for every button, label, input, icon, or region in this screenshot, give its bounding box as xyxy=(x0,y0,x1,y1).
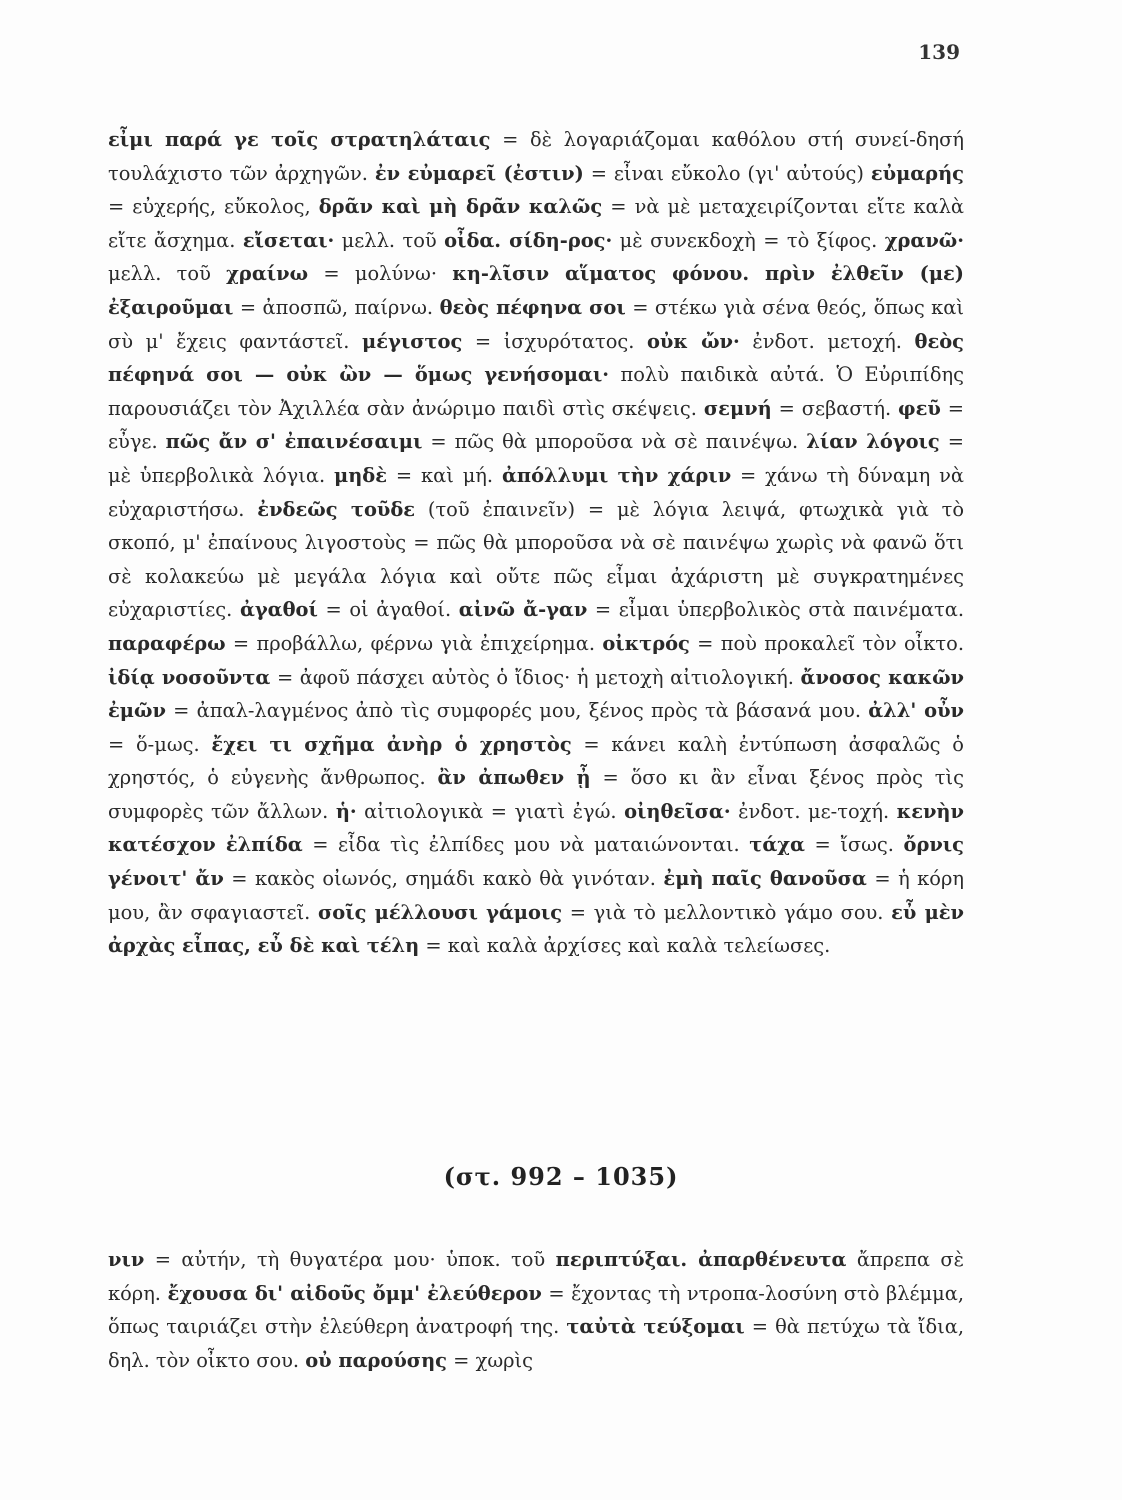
gloss-text: αἰτιολογικὰ = γιατὶ ἐγώ. xyxy=(356,799,625,823)
verse-range-heading: (στ. 992 – 1035) xyxy=(443,1162,679,1191)
lemma-term: περιπτύξαι. ἀπαρθένευτα xyxy=(555,1248,847,1271)
lemma-term: ταὐτὰ τεύξομαι xyxy=(566,1315,745,1339)
lemma-term: οἰκτρός xyxy=(602,631,690,655)
gloss-text: = θὰ πετύχω τὰ ἴδια, δηλ. τὸν οἶκτο σου. xyxy=(108,1315,964,1372)
lemma-term: ὄρνις γένοιτ' ἄν xyxy=(108,833,964,891)
lemma-term: ἀπόλλυμι τὴν χάριν xyxy=(501,463,732,487)
lemma-term: ἐν εὐμαρεῖ (ἐστιν) xyxy=(374,161,584,185)
gloss-text: = σεβαστή. xyxy=(771,396,899,420)
gloss-text: = εἶδα τὶς ἐλπίδες μου νὰ ματαιώνονται. xyxy=(302,833,750,857)
gloss-text: ἄπρεπα σὲ κόρη. xyxy=(108,1248,965,1305)
lemma-term: ἂν ἀπωθεν ᾖ xyxy=(437,766,591,790)
gloss-text: = εἶναι εὔκολο (γι' αὐτούς) xyxy=(583,161,871,185)
gloss-text: μελλ. τοῦ xyxy=(334,228,445,252)
gloss-text: = προβάλλω, φέρνω γιὰ ἐπιχείρημα. xyxy=(225,631,603,655)
gloss-text: = δὲ λογαριάζομαι καθόλου στή συνεί-δησή τουλάχιστο τῶν ἀρχηγῶν. xyxy=(108,128,965,185)
gloss-text: = οἱ ἀγαθοί. xyxy=(317,598,459,622)
gloss-text: = καὶ μή. xyxy=(387,463,502,487)
lemma-term: σοῖς μέλλουσι γάμοις xyxy=(317,900,563,924)
commentary-passage-top xyxy=(108,123,964,963)
gloss-text: = νὰ μὲ μεταχειρίζονται εἴτε καλὰ εἴτε ἄσχημα. xyxy=(108,195,965,252)
gloss-text: = αὐτήν, τὴ θυγατέρα μου· ὑποκ. τοῦ xyxy=(144,1248,556,1271)
gloss-text: = μολύνω· xyxy=(308,262,453,286)
lemma-term: ἔχουσα δι' αἰδοῦς ὄμμ' ἐλεύθερον xyxy=(167,1281,542,1305)
lemma-term: ἐμὴ παῖς θανοῦσα xyxy=(663,867,867,891)
lemma-term: μέγιστος xyxy=(362,329,463,353)
gloss-text: μελλ. τοῦ xyxy=(108,262,227,286)
lemma-term: ἡ· xyxy=(335,799,357,823)
gloss-text: = ὅσο κι ἂν εἶναι ξένος πρὸς τὶς συμφορὲς τῶν ἄλλων. xyxy=(108,766,964,823)
lemma-term: οἶδα. σίδη-ρος· xyxy=(444,228,613,252)
lemma-term: ἐνδεῶς τοῦδε xyxy=(257,497,416,521)
lemma-term: εὐμαρής xyxy=(870,161,964,185)
lemma-term: αἰνῶ ἄ-γαν xyxy=(458,598,588,622)
commentary-paragraph xyxy=(108,1243,964,1377)
gloss-text: = ὅ-μως. xyxy=(108,732,212,756)
lemma-term: πῶς ἄν σ' ἐπαινέσαιμι xyxy=(165,430,423,454)
gloss-text: = κακὸς οἰωνός, σημάδι κακὸ θὰ γινόταν. xyxy=(223,867,664,891)
lemma-term: κη-λῖσιν αἵματος φόνου. πρὶν ἐλθεῖν (με) ἐξαιροῦμαι xyxy=(108,262,964,319)
lemma-term: οὐκ ὤν· xyxy=(646,329,740,353)
lemma-term: λίαν λόγοις xyxy=(806,430,940,454)
lemma-term: χρανῶ· xyxy=(884,228,964,252)
lemma-term: οὐ παρούσης xyxy=(305,1348,447,1372)
gloss-text: ἐνδοτ. με-τοχή. xyxy=(730,799,897,823)
lemma-term: μηδὲ xyxy=(334,463,388,487)
gloss-text: πολὺ παιδικὰ αὐτά. Ὁ Εὐριπίδης παρουσιάζει τὸν Ἀχιλλέα σὰν ἀνώριμο παιδὶ στὶς σκέψεις. xyxy=(108,363,964,420)
gloss-text: ἐνδοτ. μετοχή. xyxy=(739,329,915,353)
commentary-paragraph xyxy=(108,123,964,963)
gloss-text: = εὖγε. xyxy=(108,396,964,454)
lemma-term: φεῦ xyxy=(898,396,941,420)
gloss-text: = ἰσχυρότατος. xyxy=(462,329,647,353)
gloss-text: μὲ συνεκδοχὴ = τὸ ξίφος. xyxy=(612,228,885,252)
lemma-term: χραίνω xyxy=(226,262,309,286)
gloss-text: = χωρὶς xyxy=(447,1348,533,1372)
lemma-term: ἀλλ' οὖν xyxy=(868,699,964,723)
lemma-term: νιν xyxy=(108,1248,145,1271)
gloss-text: = κάνει καλὴ ἐντύπωση ἀσφαλῶς ὁ χρηστός, ὁ εὐγενὴς ἄνθρωπος. xyxy=(108,732,964,790)
lemma-term: σεμνή xyxy=(703,396,772,420)
lemma-term: ἰδίᾳ νοσοῦντα xyxy=(108,665,271,689)
gloss-text: = ποὺ προκαλεῖ τὸν οἶκτο. xyxy=(689,631,964,655)
gloss-text: = ἀποσπῶ, παίρνω. xyxy=(233,295,440,319)
gloss-text: = ἴσως. xyxy=(804,833,904,857)
gloss-text: = ἀπαλ-λαγμένος ἀπὸ τὶς συμφορές μου, ξένος πρὸς τὰ βάσανά μου. xyxy=(165,699,869,723)
lemma-term: δρᾶν καὶ μὴ δρᾶν καλῶς xyxy=(318,195,603,219)
lemma-term: θεὸς πέφηνα σοι xyxy=(439,295,626,319)
lemma-term: εἶμι παρά γε τοῖς στρατηλάταις xyxy=(108,128,491,151)
page-number: 139 xyxy=(918,40,960,64)
gloss-text: = γιὰ τὸ μελλοντικὸ γάμο σου. xyxy=(562,900,892,924)
gloss-text: = ἔχοντας τὴ ντροπα-λοσύνη στὸ βλέμμα, ὅπως ταιριάζει στὴν ἐλεύθερη ἀνατροφή της. xyxy=(108,1281,964,1339)
gloss-text: (τοῦ ἐπαινεῖν) = μὲ λόγια λειψά, φτωχικὰ γιὰ τὸ σκοπό, μ' ἐπαίνους λιγοστοὺς = πῶς θὰ μποροῦσα νὰ σὲ παινέψω χωρὶς νὰ φανῶ ὅτι σὲ κολακεύω μὲ μεγάλα λόγια καὶ οὔτε πῶς εἶμαι ἀχάριστη μὲ συγκρατημένες εὐχαριστίες. xyxy=(108,497,965,622)
gloss-text: = ἡ κόρη μου, ἂν σφαγιαστεῖ. xyxy=(108,867,964,924)
lemma-term: οἰηθεῖσα· xyxy=(624,799,731,823)
lemma-term: θεὸς πέφηνά σοι — οὐκ ὢν — ὅμως γενήσομαι· xyxy=(108,329,964,387)
lemma-term: ἔχει τι σχῆμα ἀνὴρ ὁ χρηστὸς xyxy=(211,732,572,756)
commentary-passage-bottom xyxy=(108,1243,964,1377)
gloss-text: = εὐχερής, εὔκολος, xyxy=(108,195,319,219)
lemma-term: εἴσεται· xyxy=(242,228,335,252)
gloss-text: = ἀφοῦ πάσχει αὐτὸς ὁ ἴδιος· ἡ μετοχὴ αἰτιολογική. xyxy=(270,665,801,689)
gloss-text: = χάνω τὴ δύναμη νὰ εὐχαριστήσω. xyxy=(108,463,964,521)
lemma-term: τάχα xyxy=(749,833,805,857)
gloss-text: = στέκω γιὰ σένα θεός, ὅπως καὶ σὺ μ' ἔχεις φαντάστεῖ. xyxy=(108,295,964,353)
lemma-term: κενὴν κατέσχον ἐλπίδα xyxy=(108,799,964,857)
lemma-term: ἀγαθοί xyxy=(239,598,318,622)
lemma-term: ἄνοσος κακῶν ἐμῶν xyxy=(108,665,964,723)
gloss-text: = πῶς θὰ μποροῦσα νὰ σὲ παινέψω. xyxy=(422,430,807,454)
gloss-text: = μὲ ὑπερβολικὰ λόγια. xyxy=(108,430,964,487)
lemma-term: παραφέρω xyxy=(108,631,226,655)
gloss-text: = εἶμαι ὑπερβολικὸς στὰ παινέματα. xyxy=(587,598,965,622)
gloss-text: = καὶ καλὰ ἀρχίσες καὶ καλὰ τελείωσες. xyxy=(419,934,831,958)
lemma-term: εὖ μὲν ἀρχὰς εἶπας, εὖ δὲ καὶ τέλη xyxy=(108,900,965,958)
